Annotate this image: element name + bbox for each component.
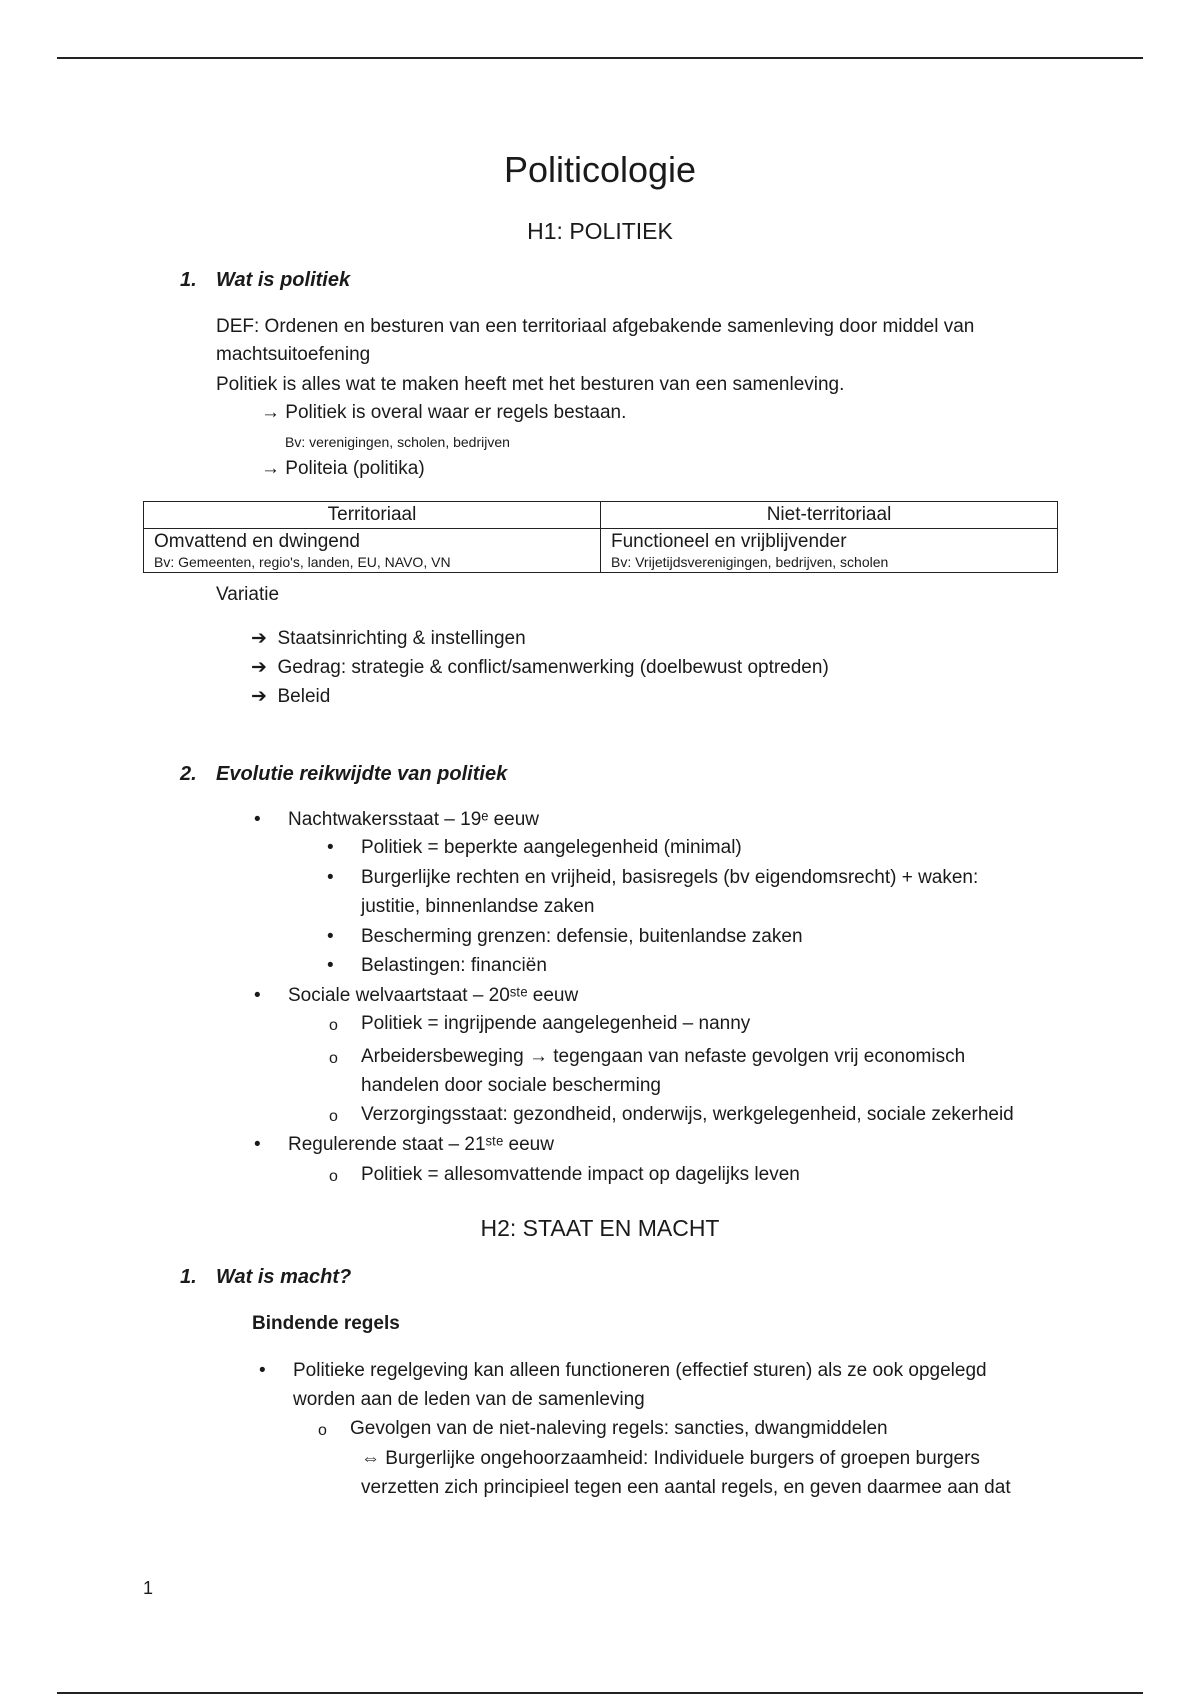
circle-bullet-item: o Verzorgingsstaat: gezondheid, onderwijs, werkgelegenheid, sociale zekerheid: [361, 1104, 1014, 1127]
bottom-rule: [57, 1692, 1143, 1694]
circle-bullet-item: o Gevolgen van de niet-naleving regels: sancties, dwangmiddelen: [350, 1418, 888, 1441]
section-title: Wat is politiek: [216, 269, 351, 291]
bullet-continuation: worden aan de leden van de samenleving: [293, 1389, 645, 1410]
page-number: 1: [143, 1578, 154, 1598]
bullet-item: • Sociale welvaartstaat – 20ˢᵗᵉ eeuw: [288, 985, 578, 1008]
cell-main-text: Omvattend en dwingend: [154, 531, 360, 552]
table-cell: [144, 529, 601, 573]
arrow-list-item: ➔ Staatsinrichting & instellingen: [251, 628, 526, 649]
sub-bullet-item: • Bescherming grenzen: defensie, buitenlandse zaken: [361, 926, 803, 949]
territorial-table: [143, 501, 1058, 573]
right-arrow-icon: ➔: [251, 628, 267, 649]
circle-bullet-continuation: handelen door sociale bescherming: [361, 1075, 661, 1096]
section-heading: [180, 762, 507, 786]
cell-main-text: Functioneel en vrijblijvender: [611, 531, 847, 552]
cell-example-text: Bv: Vrijetijdsverenigingen, bedrijven, scholen: [611, 553, 889, 570]
right-arrow-icon: ➔: [251, 686, 267, 707]
section-title: Evolutie reikwijdte van politiek: [216, 763, 508, 785]
subheading: Bindende regels: [252, 1313, 400, 1334]
top-rule: [57, 57, 1143, 59]
chapter-heading-h2: H2: STAAT EN MACHT: [480, 1215, 720, 1241]
arrow-line: → Politeia (politika): [261, 458, 425, 479]
page-title: Politicologie: [503, 149, 697, 190]
bullet-item: • Regulerende staat – 21ˢᵗᵉ eeuw: [288, 1134, 554, 1157]
table-cell: [601, 529, 1058, 573]
definition-line: DEF: Ordenen en besturen van een territoriaal afgebakende samenleving door middel van: [216, 316, 975, 337]
arrow-line: → Politiek is overal waar er regels bestaan.: [261, 402, 627, 423]
circle-bullet-item: o Politiek = allesomvattende impact op dagelijks leven: [361, 1164, 800, 1187]
circle-bullet-item: o Politiek = ingrijpende aangelegenheid – nanny: [361, 1013, 750, 1036]
example-line: Bv: verenigingen, scholen, bedrijven: [285, 434, 510, 450]
section-number: 2.: [180, 763, 197, 785]
chapter-heading-h1: H1: POLITIEK: [527, 218, 673, 244]
table-header-row: [144, 502, 1058, 529]
sub-bullet-item: • Politiek = beperkte aangelegenheid (minimal): [361, 837, 742, 860]
section-number: 1.: [180, 1266, 197, 1288]
sub-bullet-item: • Belastingen: financiën: [361, 955, 547, 978]
right-arrow-icon: ➔: [251, 657, 267, 678]
paragraph: verzetten zich principieel tegen een aantal regels, en geven daarmee aan dat: [361, 1477, 1011, 1498]
arrow-list-item: ➔ Beleid: [251, 686, 331, 707]
paragraph: Politiek is alles wat te maken heeft met het besturen van een samenleving.: [216, 374, 845, 395]
section-heading: [180, 1265, 351, 1289]
cell-example-text: Bv: Gemeenten, regio's, landen, EU, NAVO, VN: [154, 553, 451, 570]
table-header-cell: Territoriaal: [144, 502, 601, 529]
definition-line: machtsuitoefening: [216, 344, 371, 365]
table-header-cell: Niet-territoriaal: [601, 502, 1058, 529]
bullet-item: • Politieke regelgeving kan alleen functioneren (effectief sturen) als ze ook opgelegd: [293, 1360, 987, 1383]
table-row: [144, 529, 1058, 573]
paragraph: ⇔ Burgerlijke ongehoorzaamheid: Individuele burgers of groepen burgers: [361, 1448, 980, 1469]
arrow-list-item: ➔ Gedrag: strategie & conflict/samenwerking (doelbewust optreden): [251, 657, 829, 678]
variatie-label: Variatie: [216, 584, 280, 605]
section-heading: [180, 268, 350, 292]
section-title: Wat is macht?: [216, 1266, 352, 1288]
sub-bullet-continuation: justitie, binnenlandse zaken: [361, 896, 595, 917]
section-number: 1.: [180, 269, 197, 291]
sub-bullet-item: • Burgerlijke rechten en vrijheid, basisregels (bv eigendomsrecht) + waken:: [361, 867, 978, 890]
bullet-item: • Nachtwakersstaat – 19ᵉ eeuw: [288, 809, 539, 832]
circle-bullet-item: o Arbeidersbeweging → tegengaan van nefaste gevolgen vrij economisch: [361, 1046, 965, 1069]
